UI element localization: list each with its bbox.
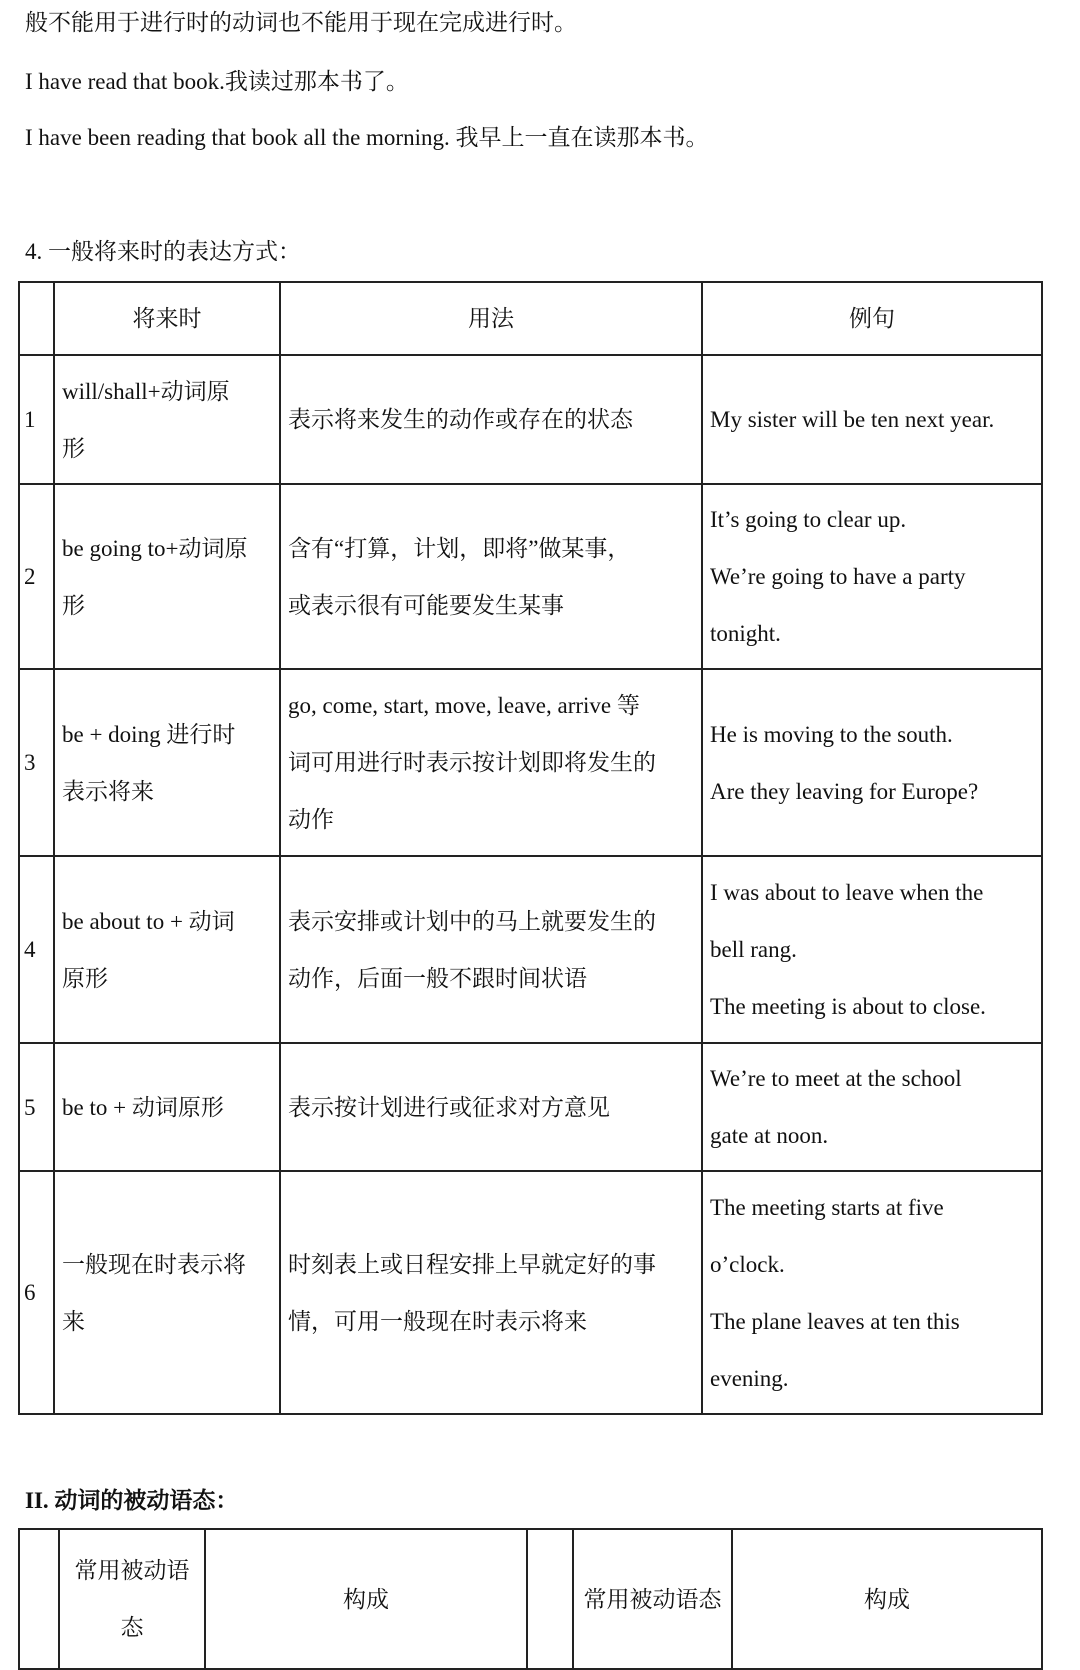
future-tense-table: [18, 281, 1043, 1415]
header-cell: 常用被动语态: [573, 1529, 732, 1669]
cell-form: [54, 484, 280, 669]
header-cell: 例句: [702, 282, 1042, 355]
header-cell: [527, 1529, 573, 1669]
table-header-row: [19, 1529, 1042, 1669]
row-number: 5: [19, 1043, 54, 1171]
cell-line: 一般现在时表示将: [62, 1251, 246, 1277]
cell-line: 表示安排或计划中的马上就要发生的: [288, 908, 656, 934]
cell-examples: [702, 1171, 1042, 1414]
cell-examples: [702, 1043, 1042, 1171]
header-cell: [19, 1529, 59, 1669]
paragraph: 般不能用于进行时的动词也不能用于现在完成进行时。: [25, 10, 577, 35]
cell-line: I was about to leave when the: [710, 880, 984, 905]
table-row: [19, 484, 1042, 669]
cell-line: bell rang.: [710, 937, 797, 962]
cell-usage: [280, 1171, 702, 1414]
cell-line: gate at noon.: [710, 1123, 829, 1148]
cell-line: My sister will be ten next year.: [710, 407, 995, 432]
header-cell: 构成: [732, 1529, 1042, 1669]
cell-usage: [280, 484, 702, 669]
table-row: [19, 669, 1042, 856]
cell-line: 表示将来发生的动作或存在的状态: [288, 407, 633, 432]
cell-examples: [702, 669, 1042, 856]
cell-examples: [702, 355, 1042, 484]
table-row: [19, 856, 1042, 1043]
cell-line: We’re going to have a party: [710, 564, 966, 589]
cell-line: 形: [62, 592, 85, 618]
cell-line: o’clock.: [710, 1251, 785, 1277]
section-title: 4. 一般将来时的表达方式：: [25, 239, 301, 264]
header-cell: 常用被动语态: [59, 1529, 205, 1669]
cell-line: It’s going to clear up.: [710, 507, 907, 532]
cell-line: The meeting is about to close.: [710, 994, 986, 1019]
cell-form: [54, 669, 280, 856]
cell-line: 来: [62, 1308, 85, 1334]
cell-examples: [702, 856, 1042, 1043]
paragraph: I have been reading that book all the morning. 我早上一直在读那本书。: [25, 125, 709, 150]
cell-line: 词可用进行时表示按计划即将发生的: [288, 750, 656, 775]
header-cell: 用法: [280, 282, 702, 355]
cell-line: Are they leaving for Europe?: [710, 778, 979, 804]
cell-line: He is moving to the south.: [710, 721, 953, 747]
row-number: 4: [19, 856, 54, 1043]
cell-form: [54, 856, 280, 1043]
cell-line: 含有“打算，计划，即将”做某事，: [288, 535, 631, 561]
row-number: 3: [19, 669, 54, 856]
cell-line: tonight.: [710, 621, 781, 646]
cell-line: 或表示很有可能要发生某事: [288, 592, 564, 618]
cell-examples: [702, 484, 1042, 669]
cell-line: The meeting starts at five: [710, 1194, 944, 1220]
table-header-row: [19, 282, 1042, 355]
cell-form: [54, 1171, 280, 1414]
passive-voice-table: [18, 1528, 1043, 1670]
cell-form: [54, 355, 280, 484]
cell-line: 表示按计划进行或征求对方意见: [288, 1094, 610, 1120]
paragraph: I have read that book.我读过那本书了。: [25, 69, 409, 94]
cell-line: 动作，后面一般不跟时间状语: [288, 965, 587, 991]
cell-usage: [280, 1043, 702, 1171]
cell-usage: [280, 355, 702, 484]
section-title: II. 动词的被动语态：: [25, 1488, 239, 1513]
cell-line: be to + 动词原形: [62, 1094, 224, 1120]
cell-line: go, come, start, move, leave, arrive 等: [288, 693, 640, 718]
row-number: 2: [19, 484, 54, 669]
header-cell: 构成: [205, 1529, 527, 1669]
table-row: [19, 1171, 1042, 1414]
cell-line: 表示将来: [62, 778, 154, 804]
header-cell: [19, 282, 54, 355]
cell-line: evening.: [710, 1365, 789, 1391]
cell-line: 动作: [288, 807, 334, 832]
cell-form: [54, 1043, 280, 1171]
row-number: 6: [19, 1171, 54, 1414]
cell-line: 原形: [62, 965, 108, 991]
header-cell: 将来时: [54, 282, 280, 355]
cell-line: We’re to meet at the school: [710, 1066, 962, 1091]
cell-line: 时刻表上或日程安排上早就定好的事: [288, 1251, 656, 1277]
cell-line: will/shall+动词原: [62, 378, 230, 404]
cell-usage: [280, 669, 702, 856]
cell-line: 情，可用一般现在时表示将来: [288, 1308, 587, 1334]
table-row: [19, 355, 1042, 484]
cell-line: The plane leaves at ten this: [710, 1308, 960, 1334]
cell-usage: [280, 856, 702, 1043]
row-number: 1: [19, 355, 54, 484]
cell-line: 形: [62, 435, 85, 461]
cell-line: be going to+动词原: [62, 535, 248, 561]
cell-line: be about to + 动词: [62, 908, 235, 934]
table-row: [19, 1043, 1042, 1171]
cell-line: be + doing 进行时: [62, 721, 236, 747]
